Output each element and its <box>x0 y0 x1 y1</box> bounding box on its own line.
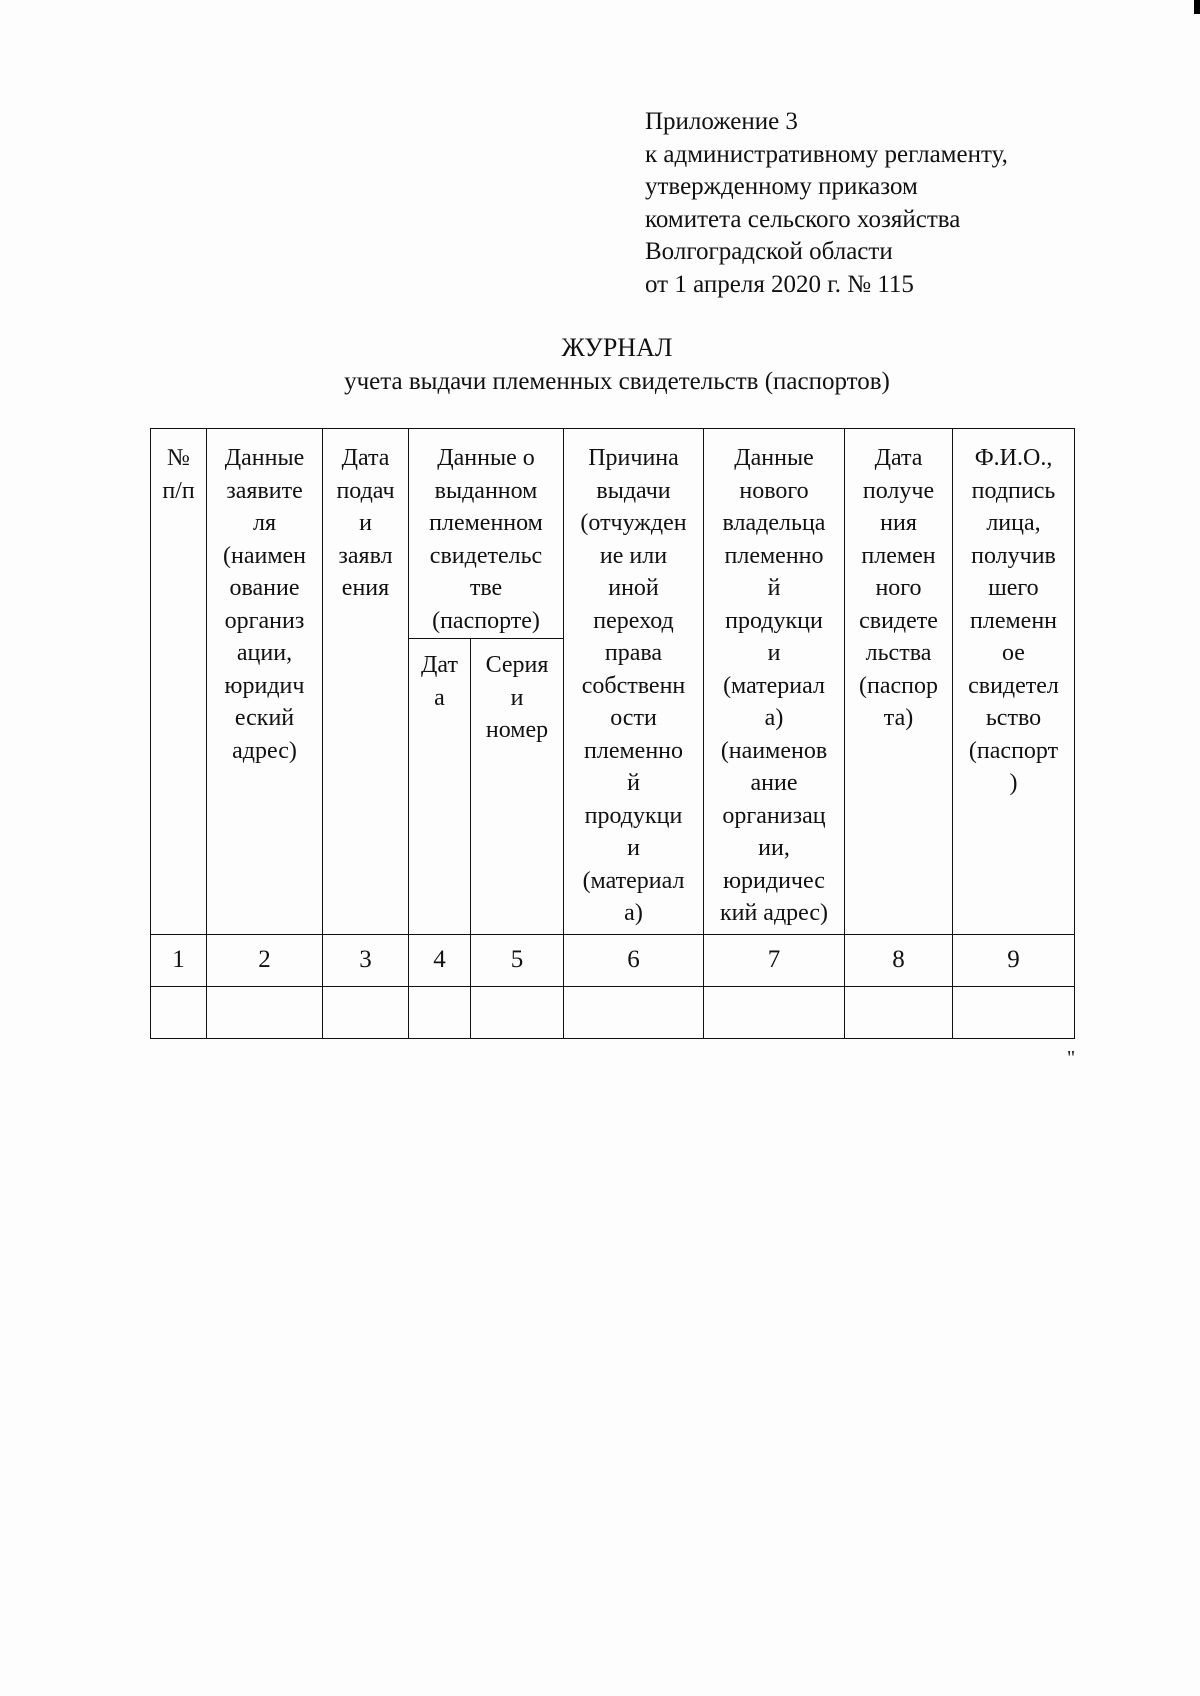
header-text-line: адрес) <box>232 737 297 764</box>
header-text-line: та) <box>883 705 914 731</box>
header-text-line: ного <box>875 575 922 601</box>
header-text-line: Дат <box>421 652 458 678</box>
header-text-line: а) <box>764 705 784 731</box>
header-text-line: й <box>767 575 781 601</box>
header-text-line: (материал <box>723 672 825 699</box>
header-text-line: й <box>627 770 640 796</box>
annex-line: к административному регламенту, <box>645 140 1008 168</box>
journal-table <box>150 428 1075 1039</box>
header-text-line: юридич <box>224 672 305 699</box>
header-cell-applicant <box>207 429 323 935</box>
annex-line: Приложение 3 <box>645 108 798 135</box>
header-text-line: Причина <box>588 445 679 471</box>
header-text-line: собственн <box>581 672 686 699</box>
empty-cell <box>409 987 471 1039</box>
column-number-cell: 7 <box>704 935 845 987</box>
column-number-cell: 6 <box>564 935 704 987</box>
column-number-row <box>151 935 1075 987</box>
header-cell-receipt-date <box>845 429 953 935</box>
header-text-line: нового <box>739 477 809 504</box>
header-text-line: ости <box>610 705 657 731</box>
header-text-line: племенно <box>584 737 683 764</box>
header-text-line: организ <box>224 607 305 634</box>
header-text-line: и <box>510 684 524 711</box>
header-text-line: ния <box>880 510 917 536</box>
header-text-line: лица, <box>986 510 1041 536</box>
empty-cell <box>207 987 323 1039</box>
column-number-cell: 8 <box>845 935 953 987</box>
header-text-line: ое <box>1002 640 1025 666</box>
header-text-line: получе <box>862 477 935 504</box>
header-text-line: (наимен <box>222 542 306 569</box>
header-text-line: Дата <box>874 445 923 471</box>
header-text-line: (наименов <box>720 737 828 764</box>
column-number-cell: 1 <box>151 935 207 987</box>
header-text-line: (отчужден <box>580 510 687 536</box>
header-text-line: а <box>434 684 445 711</box>
header-cell-new-owner <box>704 429 845 935</box>
header-text-line: ии, <box>758 835 790 861</box>
closing-quote-mark: " <box>1067 1047 1076 1069</box>
header-text-line: Данные <box>734 445 814 471</box>
header-text-line: подпись <box>971 477 1056 504</box>
empty-cell <box>323 987 409 1039</box>
empty-cell <box>564 987 704 1039</box>
header-cell-application-date <box>323 429 409 935</box>
header-text-line: а) <box>624 900 643 926</box>
header-text-line: и <box>627 835 640 861</box>
annex-line: комитета сельского хозяйства <box>645 205 961 233</box>
header-text-line: ование <box>229 575 300 601</box>
header-text-line: заявл <box>338 542 393 569</box>
column-number-cell: 9 <box>953 935 1075 987</box>
header-text-line: организац <box>722 802 826 829</box>
header-text-line: Ф.И.О., <box>974 445 1053 471</box>
header-text-line: свидетел <box>968 672 1059 699</box>
column-number-cell: 2 <box>207 935 323 987</box>
header-text-line: ание <box>750 770 798 796</box>
annex-line: от 1 апреля 2020 г. № 115 <box>645 270 914 298</box>
empty-cell <box>704 987 845 1039</box>
table-header-row <box>151 429 1075 639</box>
header-cell-reason <box>564 429 704 935</box>
header-text-line: еский <box>234 705 295 731</box>
header-text-line: Данные о <box>437 445 535 471</box>
header-text-line: (паспор <box>859 672 938 699</box>
column-number-cell: 5 <box>471 935 564 987</box>
header-text-line: номер <box>485 717 549 743</box>
header-text-line: племенном <box>429 510 543 536</box>
journal-title: ЖУРНАЛ <box>561 333 673 362</box>
header-text-line: свидетельс <box>429 542 543 569</box>
header-text-line: Данные <box>224 445 305 471</box>
column-number-cell: 4 <box>409 935 471 987</box>
header-text-line: ля <box>252 510 276 536</box>
header-text-line: выданном <box>434 477 538 504</box>
header-text-line: и <box>767 640 781 666</box>
header-text-line: ации, <box>236 640 293 666</box>
header-text-line: владельца <box>722 510 826 536</box>
header-text-line: (материал <box>582 867 685 894</box>
header-text-line: ьство <box>985 705 1042 731</box>
header-cell-certificate-group <box>409 429 564 639</box>
header-text-line: племен <box>861 542 936 569</box>
column-number-cell: 3 <box>323 935 409 987</box>
header-text-line: иной <box>608 575 659 601</box>
header-text-line: № <box>167 445 190 471</box>
header-text-line: (паспорт <box>968 737 1059 764</box>
empty-cell <box>471 987 564 1039</box>
header-cell-number <box>151 429 207 935</box>
header-text-line: льства <box>865 640 932 666</box>
journal-subtitle: учета выдачи племенных свидетельств (паспортов) <box>344 368 890 395</box>
header-text-line: заявите <box>226 477 303 504</box>
empty-cell <box>845 987 953 1039</box>
header-text-line: шего <box>988 575 1039 601</box>
annex-line: Волгоградской области <box>645 238 893 265</box>
header-text-line: племенно <box>724 542 824 569</box>
header-text-line: юридичес <box>723 867 825 894</box>
header-cell-certificate-date <box>409 639 471 935</box>
header-text-line: ие или <box>599 542 668 569</box>
header-text-line: подач <box>336 477 395 504</box>
header-text-line: и <box>359 510 372 536</box>
header-text-line: племенн <box>970 607 1057 634</box>
header-text-line: права <box>604 640 663 666</box>
empty-data-row <box>151 987 1075 1039</box>
header-cell-recipient <box>953 429 1075 935</box>
empty-cell <box>953 987 1075 1039</box>
empty-cell <box>151 987 207 1039</box>
header-text-line: тве <box>469 575 503 601</box>
header-text-line: получив <box>971 542 1056 569</box>
scan-edge-mark <box>1194 0 1200 14</box>
header-text-line: кий адрес) <box>719 900 829 926</box>
header-text-line: переход <box>593 607 674 634</box>
header-text-line: свидете <box>859 607 938 634</box>
header-text-line: Дата <box>341 445 390 471</box>
annex-block <box>645 106 1008 301</box>
annex-line: утвержденному приказом <box>645 173 918 200</box>
header-text-line: п/п <box>162 477 195 504</box>
header-text-line: выдачи <box>596 477 671 504</box>
header-text-line: (паспорте) <box>432 607 540 634</box>
header-text-line: ) <box>1009 770 1018 796</box>
header-text-line: ения <box>341 575 390 601</box>
header-cell-certificate-series <box>471 639 564 935</box>
header-text-line: продукци <box>725 607 823 634</box>
header-text-line: Серия <box>485 652 549 678</box>
header-text-line: продукци <box>584 802 683 829</box>
